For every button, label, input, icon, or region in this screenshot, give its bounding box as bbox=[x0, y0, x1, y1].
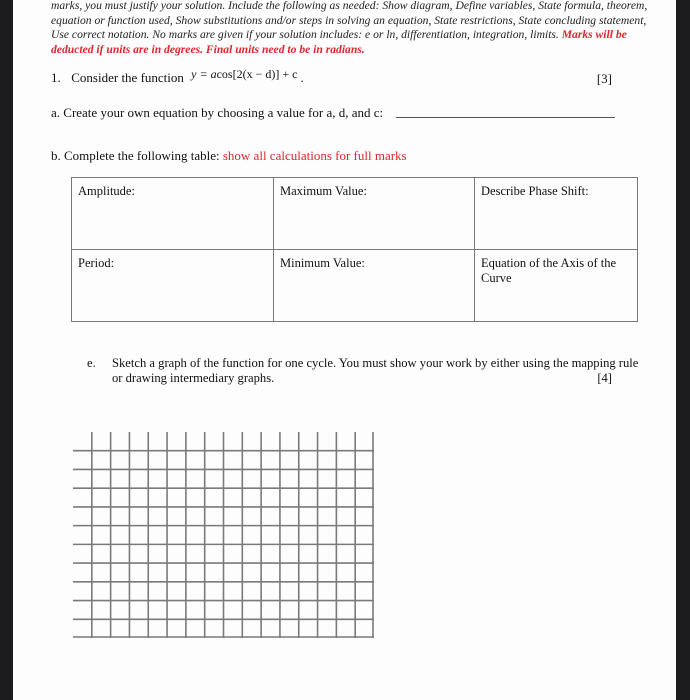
amplitude-cell[interactable] bbox=[72, 178, 274, 250]
axis-of-curve-cell[interactable] bbox=[475, 250, 638, 322]
minimum-value-cell[interactable] bbox=[274, 250, 475, 322]
table-row bbox=[72, 178, 638, 250]
table-row bbox=[72, 250, 638, 322]
part-a-prompt: a. Create your own equation by choosing a value for a, d, and c: bbox=[51, 105, 384, 120]
period-cell[interactable] bbox=[72, 250, 274, 322]
part-e-letter: e. bbox=[87, 356, 96, 370]
equation-lhs: y = a bbox=[191, 67, 217, 81]
equation-period: . bbox=[300, 70, 304, 85]
cell-label: Equation of the Axis of the Curve bbox=[481, 256, 617, 285]
part-b-text: b. Complete the following table: bbox=[51, 148, 220, 163]
cell-label: Maximum Value: bbox=[280, 184, 367, 198]
units-warning: Marks will be deducted if units are in degrees. Final units need to be in radians. bbox=[51, 28, 627, 56]
instructions bbox=[51, 0, 651, 57]
equation-func: cos bbox=[216, 67, 233, 81]
question-prompt: Consider the function bbox=[71, 70, 184, 85]
cell-label: Minimum Value: bbox=[280, 256, 365, 270]
question-number: 1. bbox=[51, 70, 61, 85]
part-b-note: show all calculations for full marks bbox=[222, 148, 407, 163]
part-e-text: Sketch a graph of the function for one cycle. You must show your work by either using the mapping rule or drawing intermediary graphs. bbox=[112, 356, 639, 385]
function-equation bbox=[191, 67, 300, 81]
phase-shift-cell[interactable] bbox=[475, 178, 638, 250]
cell-label: Amplitude: bbox=[78, 184, 135, 198]
part-a-answer-line[interactable] bbox=[396, 117, 615, 118]
part-e-marks: [4] bbox=[597, 371, 612, 385]
cell-label: Period: bbox=[78, 256, 115, 270]
graph-grid[interactable] bbox=[73, 432, 374, 638]
equation-rhs: [2(x − d)] + c bbox=[232, 67, 298, 81]
question-1 bbox=[51, 67, 304, 86]
maximum-value-cell[interactable] bbox=[274, 178, 475, 250]
instructions-text: marks, you must justify your solution. Include the following as needed: Show diagram, Define variables, State formula, theorem, equation or function used, Show substitutions and/or steps in solving an equation, State restrictions, State concluding statement, Use correct notation. No marks are given if your solution includes: e or ln, differentiation, integration, limits. bbox=[51, 0, 648, 42]
worksheet-page bbox=[13, 0, 676, 700]
part-b-prompt bbox=[51, 148, 407, 164]
cell-label: Describe Phase Shift: bbox=[481, 184, 589, 198]
properties-table bbox=[71, 177, 638, 322]
question-1-marks: [3] bbox=[596, 71, 612, 86]
